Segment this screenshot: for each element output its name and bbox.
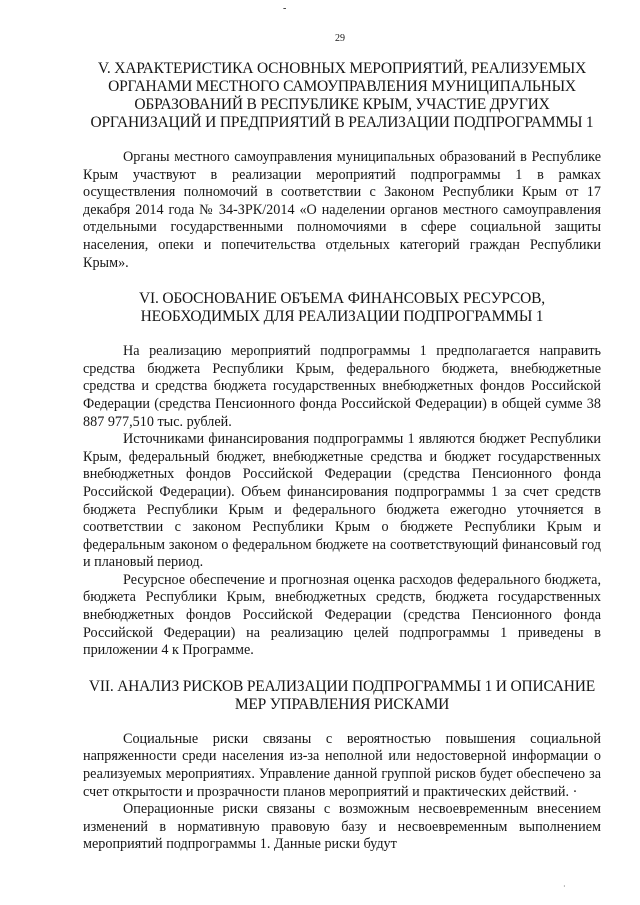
scan-mark: · [563, 882, 566, 891]
section-vii [83, 678, 601, 854]
paragraph: Ресурсное обеспечение и прогнозная оценка расходов федерального бюджета, бюджета Республики Крым, внебюджетных средств, бюджета государственных внебюджетных фондов Российской Федерации (средства Пенсионного фонда Российской Федерации) на реализацию целей подпрограммы 1 приведены в приложении 4 к Программе. [83, 571, 601, 659]
paragraph: Источниками финансирования подпрограммы 1 являются бюджет Республики Крым, федеральный бюджет, внебюджетные средства и бюджет государственных внебюджетных фондов Российской Федерации (средства Пенсионного фонда Российской Федерации). Объем финансирования подпрограммы 1 за счет средств бюджета Республики Крым и федерального бюджета ежегодно уточняется в соответствии с законом Республики Крым о бюджете Республики Крым и федеральным законом о федеральном бюджете на соответствующий финансовый год и плановый период. [83, 431, 601, 571]
page-content [83, 60, 601, 854]
heading-line: VII. АНАЛИЗ РИСКОВ РЕАЛИЗАЦИИ ПОДПРОГРАММЫ 1 И ОПИСАНИЕ [88, 677, 596, 695]
heading-line: ОРГАНИЗАЦИЙ И ПРЕДПРИЯТИЙ В РЕАЛИЗАЦИИ ПОДПРОГРАММЫ 1 [90, 114, 594, 131]
heading-line: НЕОБХОДИМЫХ ДЛЯ РЕАЛИЗАЦИИ ПОДПРОГРАММЫ 1 [140, 308, 544, 326]
heading-line: ОРГАНАМИ МЕСТНОГО САМОУПРАВЛЕНИЯ МУНИЦИПАЛЬНЫХ [108, 78, 576, 95]
paragraph: Социальные риски связаны с вероятностью повышения социальной напряженности среди населения из-за неполной или недостоверной информации о реализуемых мероприятиях. Управление данной группой рисков будет обеспечено за счет открытости и прозрачности планов мероприятий и практических действий. · [83, 730, 601, 800]
section-heading [83, 290, 601, 326]
page-number: 29 [335, 33, 345, 44]
paragraph: Операционные риски связаны с возможным несвоевременным внесением изменений в нормативную правовую базу и несвоевременным выполнением мероприятий подпрограммы 1. Данные риски будут [83, 801, 601, 853]
heading-line: МЕР УПРАВЛЕНИЯ РИСКАМИ [234, 695, 450, 713]
section-v [83, 60, 601, 272]
section-vi [83, 290, 601, 660]
heading-line: ОБРАЗОВАНИЙ В РЕСПУБЛИКЕ КРЫМ, УЧАСТИЕ ДРУГИХ [134, 96, 550, 113]
heading-line: V. ХАРАКТЕРИСТИКА ОСНОВНЫХ МЕРОПРИЯТИЙ, РЕАЛИЗУЕМЫХ [97, 60, 587, 77]
heading-line: VI. ОБОСНОВАНИЕ ОБЪЕМА ФИНАНСОВЫХ РЕСУРСОВ, [139, 290, 545, 308]
paragraph: Органы местного самоуправления муниципальных образований в Республике Крым участвуют в реализации мероприятий подпрограммы 1 в рамках осуществления полномочий в соответствии с Законом Республики Крым от 17 декабря 2014 года № 34-ЗРК/2014 «О наделении органов местного самоуправления отдельными государственными полномочиями в сфере социальной защиты населения, опеки и попечительства отдельных категорий граждан Республики Крым». [83, 149, 601, 271]
section-heading [83, 60, 601, 132]
top-mark: - [283, 3, 287, 14]
section-heading [83, 678, 601, 714]
paragraph: На реализацию мероприятий подпрограммы 1 предполагается направить средства бюджета Республики Крым, федерального бюджета, внебюджетные средства и средства бюджета государственных внебюджетных фондов Российской Федерации (средства Пенсионного фонда Российской Федерации) в общей сумме 38 887 977,510 тыс. рублей. [83, 343, 601, 430]
